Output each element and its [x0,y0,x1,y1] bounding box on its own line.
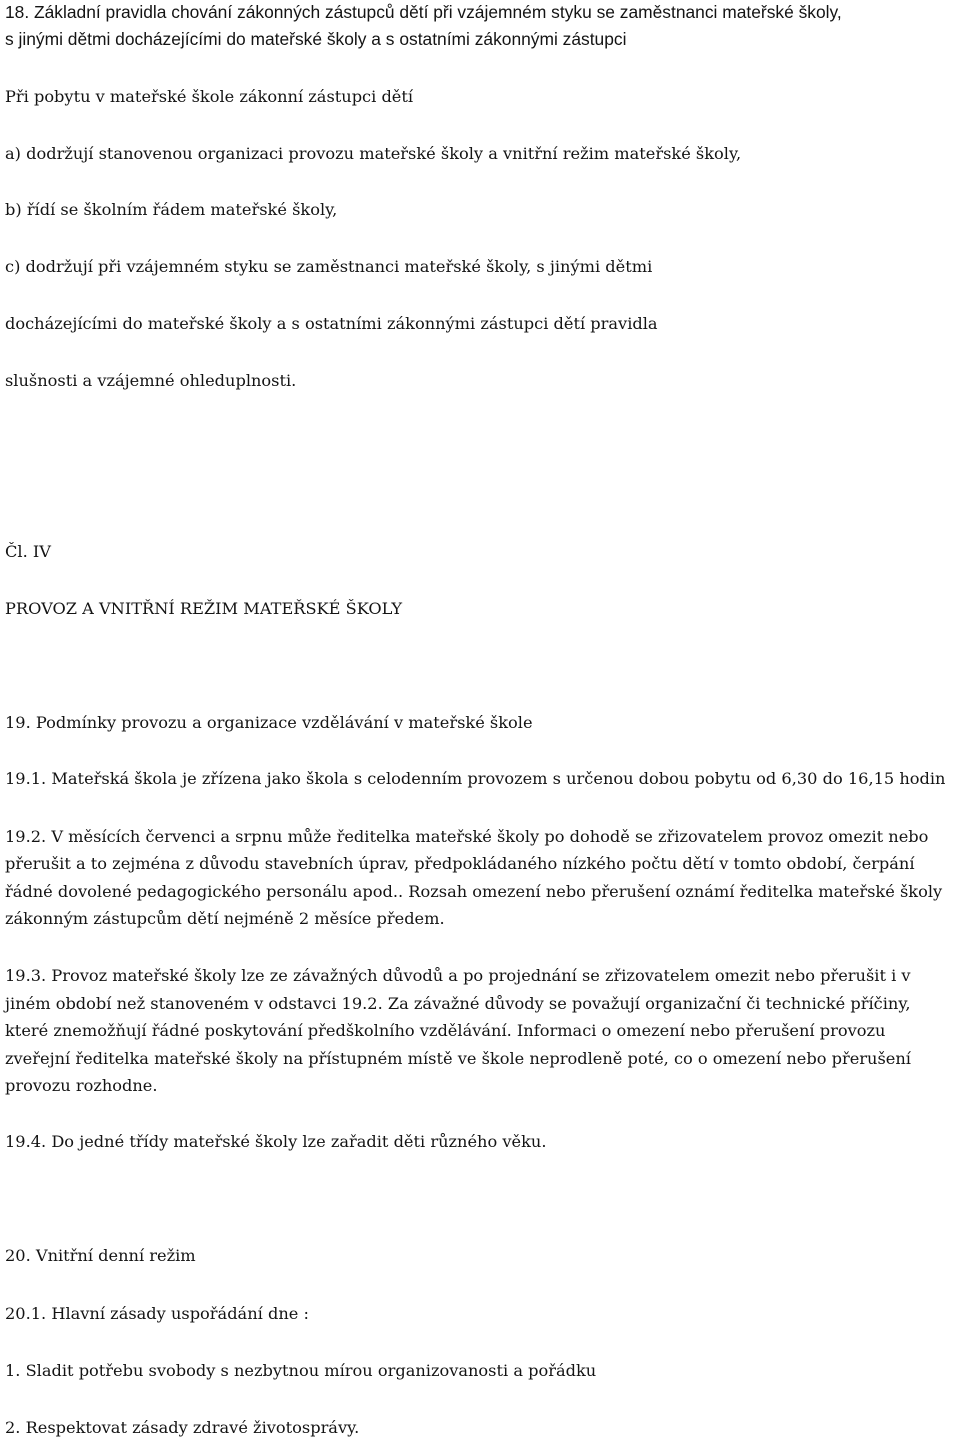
section-19-title: 19. Podmínky provozu a organizace vzdělávání v mateřské škole [5,713,533,732]
article-heading: PROVOZ A VNITŘNÍ REŽIM MATEŘSKÉ ŠKOLY [5,599,403,618]
list-item-1: 1. Sladit potřebu svobody s nezbytnou mírou organizovanosti a pořádku [5,1361,597,1380]
article-number: Čl. IV [5,542,51,561]
section-18-item-c-line-2: docházejícími do mateřské školy a s ostatními zákonnými zástupci dětí pravidla [5,314,658,333]
paragraph-19-3-line-4: zveřejní ředitelka mateřské školy na přístupném místě ve škole neprodleně poté, co o omezení nebo přerušení [5,1049,911,1068]
paragraph-19-3-line-5: provozu rozhodne. [5,1076,158,1095]
paragraph-19-3-line-2: jiném období než stanoveném v odstavci 19.2. Za závažné důvody se považují organizační či technické příčiny, [5,994,911,1013]
paragraph-20-1: 20.1. Hlavní zásady uspořádání dne : [5,1304,309,1323]
list-item-2: 2. Respektovat zásady zdravé životosprávy. [5,1418,360,1437]
section-18-intro: Při pobytu v mateřské škole zákonní zástupci dětí [5,87,414,106]
section-18-item-c-line-3: slušnosti a vzájemné ohleduplnosti. [5,371,297,390]
section-20-title: 20. Vnitřní denní režim [5,1246,196,1265]
paragraph-19-4: 19.4. Do jedné třídy mateřské školy lze zařadit děti různého věku. [5,1132,547,1151]
section-18-title-line-2: s jinými dětmi docházejícími do mateřské školy a s ostatními zákonnými zástupci [5,29,627,49]
paragraph-19-2-line-2: přerušit a to zejména z důvodu stavebních úprav, předpokládaného nízkého počtu dětí v tomto období, čerpání [5,854,915,873]
paragraph-19-1: 19.1. Mateřská škola je zřízena jako škola s celodenním provozem s určenou dobou pobytu od 6,30 do 16,15 hodin [5,769,946,788]
paragraph-19-3-line-3: které znemožňují řádné poskytování předškolního vzdělávání. Informaci o omezení nebo přerušení provozu [5,1021,886,1040]
paragraph-19-2-line-1: 19.2. V měsících červenci a srpnu může ředitelka mateřské školy po dohodě se zřizovatelem provoz omezit nebo [5,827,929,846]
section-18-item-b: b) řídí se školním řádem mateřské školy, [5,200,338,219]
section-18-title-line-1: 18. Základní pravidla chování zákonných zástupců dětí při vzájemném styku se zaměstnanci mateřské školy, [5,2,842,22]
paragraph-19-2-line-3: řádné dovolené pedagogického personálu apod.. Rozsah omezení nebo přerušení oznámí ředitelka mateřské školy [5,882,943,901]
paragraph-19-3-line-1: 19.3. Provoz mateřské školy lze ze závažných důvodů a po projednání se zřizovatelem omezit nebo přerušit i v [5,966,911,985]
section-18-item-a: a) dodržují stanovenou organizaci provozu mateřské školy a vnitřní režim mateřské školy, [5,144,742,163]
section-18-item-c-line-1: c) dodržují při vzájemném styku se zaměstnanci mateřské školy, s jinými dětmi [5,257,653,276]
paragraph-19-2-line-4: zákonným zástupcům dětí nejméně 2 měsíce předem. [5,909,445,928]
